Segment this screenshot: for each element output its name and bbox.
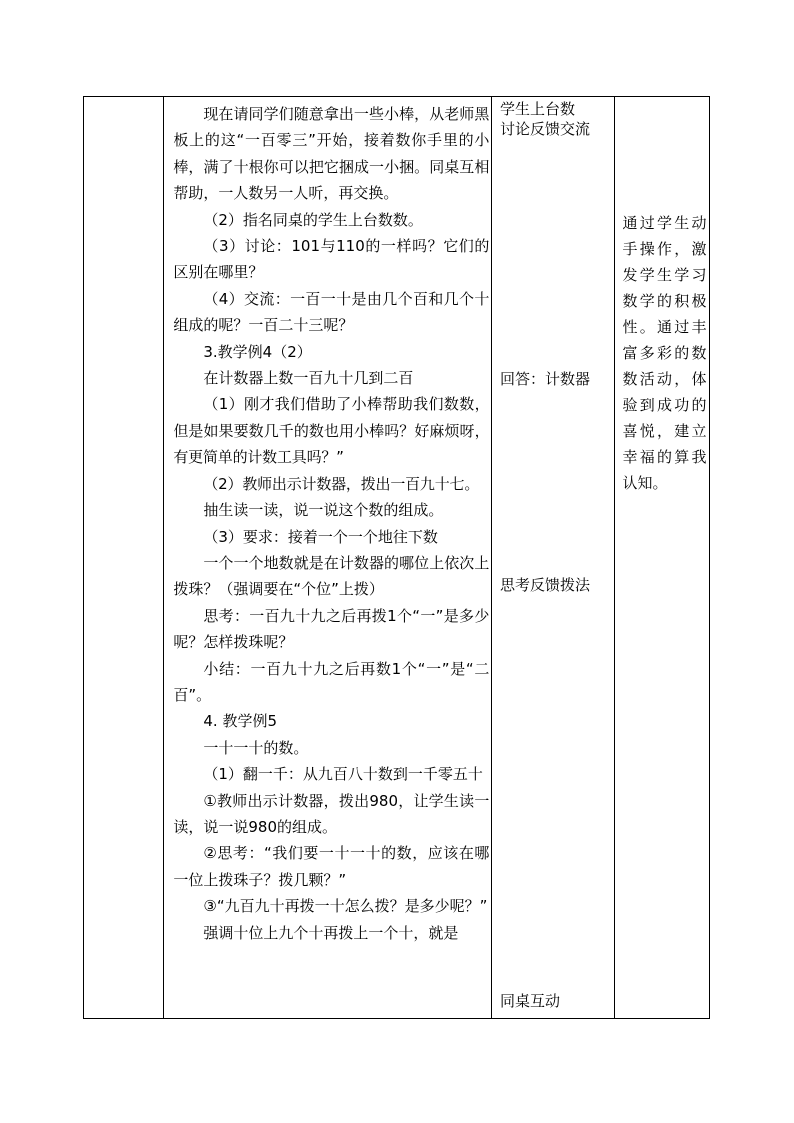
student-activity-note: 思考反馈拨法 [499,576,590,594]
design-purpose-text: 通过学生动手操作，激发学生学习数学的积极性。通过丰富多彩的数数活动，体验到成功的喜悦，建立幸福的算我认知。 [622,214,707,492]
paragraph: （1）翻一千：从九百八十数到一千零五十 [203,765,483,784]
teaching-process-text [173,101,489,946]
paragraph: ③“九百九十再拨一十怎么拨？是多少呢？” [203,897,488,916]
student-activity-note: 同桌互动 [499,992,560,1010]
paragraph: 3.教学例4（2） [203,342,312,361]
paragraph: （3）要求：接着一个一个地往下数 [203,527,438,546]
paragraph: （3）讨论：101与110的一样吗？它们的区别在哪里？ [173,237,490,282]
paragraph: 强调十位上九个十再拨上一个十，就是 [203,923,459,942]
student-activity-note: 学生上台数 [499,100,575,118]
paragraph: 小结：一百九十九之后再数1个“一”是“二百”。 [173,659,490,704]
teaching-process-cell [164,97,492,1019]
student-activity-note: 讨论反馈交流 [499,120,590,138]
paragraph: 在计数器上数一百九十几到二百 [203,369,414,388]
paragraph: （2）指名同桌的学生上台数数。 [203,210,423,229]
stage-cell [84,97,164,1019]
paragraph: 抽生读一读，说一说这个数的组成。 [203,501,444,520]
lesson-plan-table [83,96,710,1019]
paragraph: 现在请同学们随意拿出一些小棒，从老师黑板上的这“一百零三”开始，接着数你手里的小棒，满了十根你可以把它捆成一小捆。同桌互相帮助，一人数另一人听，再交换。 [173,105,490,203]
paragraph: 一个一个地数就是在计数器的哪位上依次上拨珠？（强调要在“个位”上拨） [173,553,490,599]
student-activity-note: 回答：计数器 [499,370,590,388]
paragraph: ②思考：“我们要一十一十的数，应该在哪一位上拨珠子？拨几颗？” [173,844,490,889]
paragraph: （1）刚才我们借助了小棒帮助我们数数，但是如果要数几千的数也用小棒吗？好麻烦呀，有更简单的计数工具吗？” [173,395,490,467]
paragraph: 思考：一百九十九之后再拨1个“一”是多少呢？怎样拨珠呢？ [173,606,490,652]
paragraph: （4）交流：一百一十是由几个百和几个十组成的呢？一百二十三呢？ [173,289,490,335]
student-activity-cell [491,97,614,1019]
paragraph: 4. 教学例5 [203,712,277,731]
design-purpose-cell [614,97,709,1019]
paragraph: （2）教师出示计数器，拨出一百九十七。 [203,474,480,493]
paragraph: 一十一十的数。 [203,738,309,757]
paragraph: ①教师出示计数器，拨出980，让学生读一读，说一说980的组成。 [173,791,490,836]
